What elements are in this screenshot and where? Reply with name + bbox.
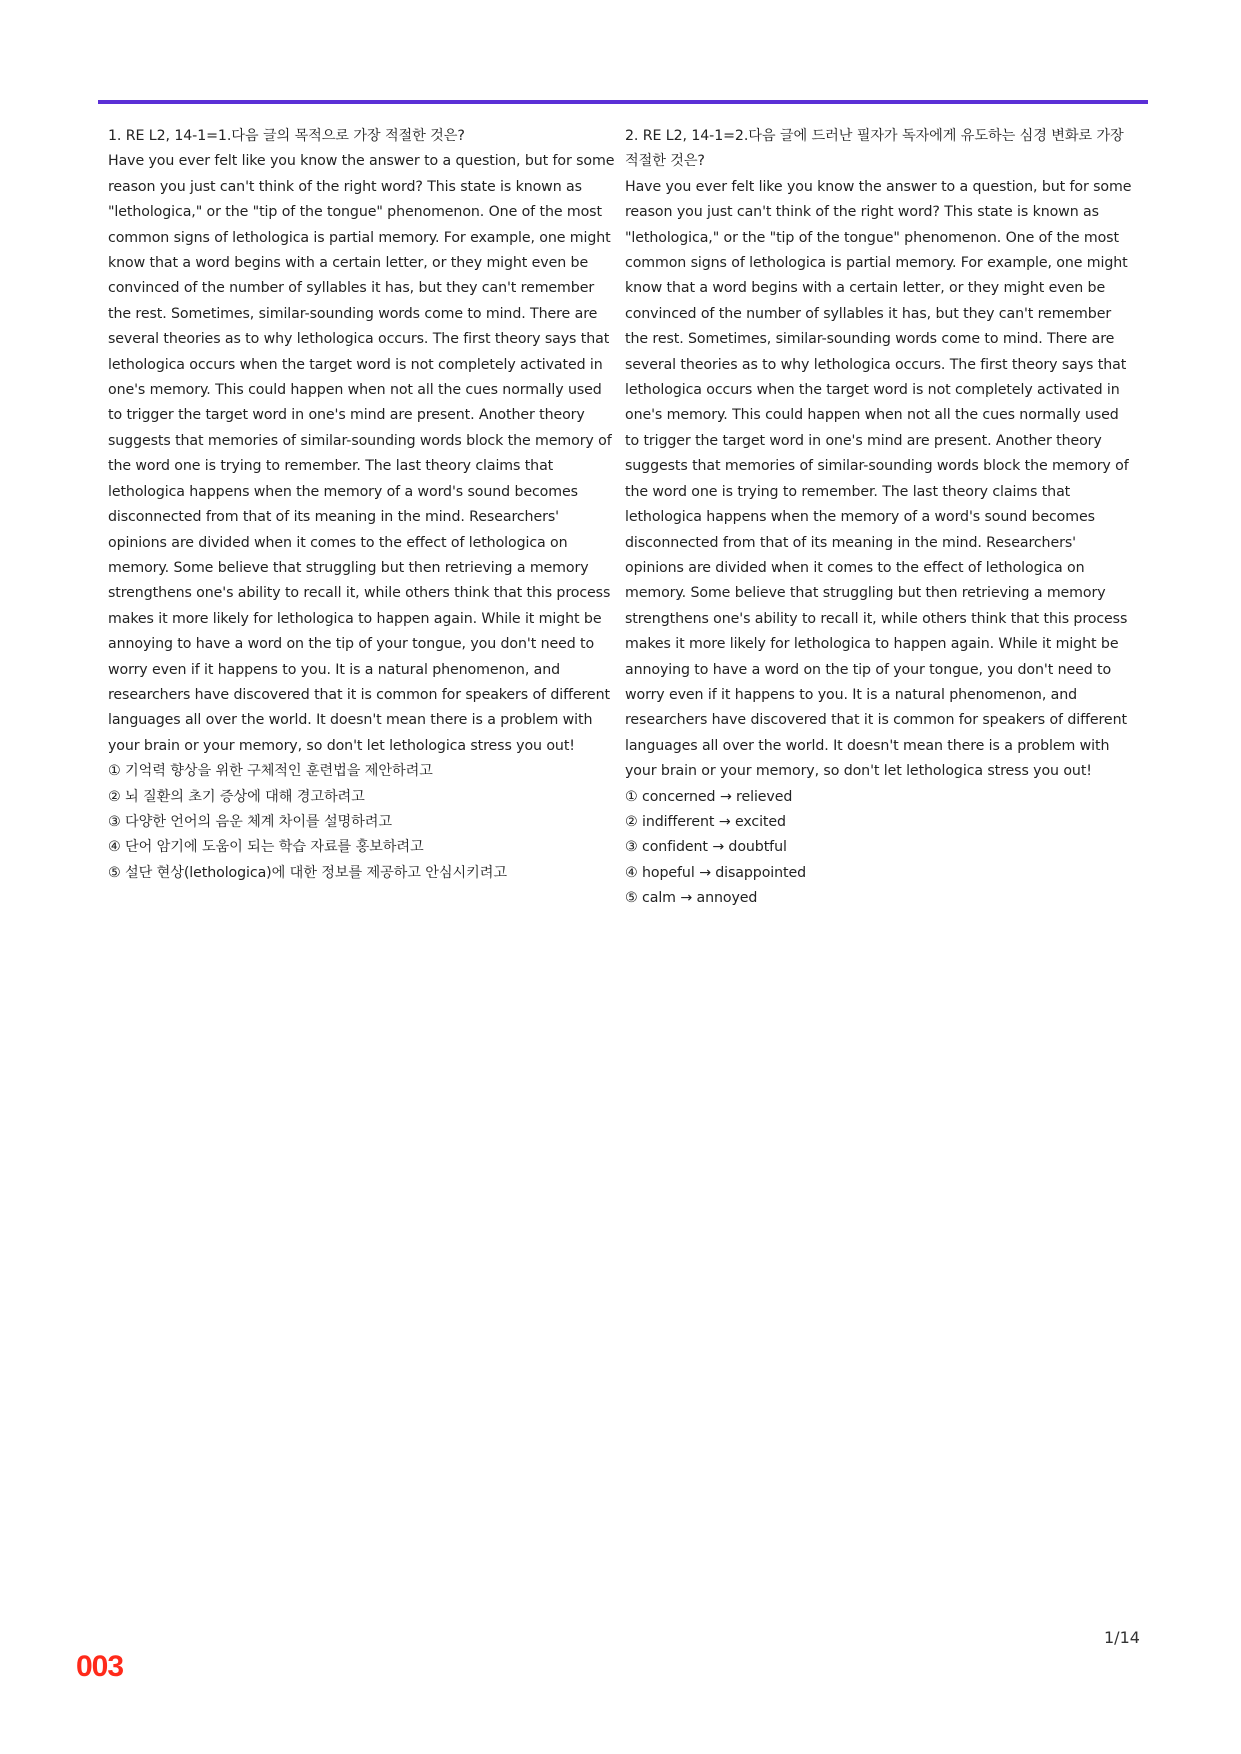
question-2-passage: Have you ever felt like you know the answer to a question, but for some reason you just can't think of the right word? This state is known as "lethologica," or the "tip of the tongue" phenomenon. One of the most common signs of lethologica is partial memory. For example, one might know that a word begins with a certain letter, or they might even be convinced of the number of syllables it has, but they can't remember the rest. Sometimes, similar-sounding words come to mind. There are several theories as to why lethologica occurs. The first theory says that lethologica occurs when the target word is not completely activated in one's memory. This could happen when not all the cues normally used to trigger the target word in one's mind are present. Another theory suggests that memories of similar-sounding words block the memory of the word one is trying to remember. The last theory claims that lethologica happens when the memory of a word's sound becomes disconnected from that of its meaning in the mind. Researchers' opinions are divided when it comes to the effect of lethologica on memory. Some believe that struggling but then retrieving a memory strengthens one's ability to recall it, while others think that this process makes it more likely for lethologica to happen again. While it might be annoying to have a word on the tip of your tongue, you don't need to worry even if it happens to you. It is a natural phenomenon, and researchers have discovered that it is common for speakers of different languages all over the world. It doesn't mean there is a problem with your brain or your memory, so don't let lethologica stress you out! — [625, 178, 1132, 780]
question-1-choice-3[interactable]: ③ 다양한 언어의 음운 체계 차이를 설명하려고 — [108, 813, 392, 830]
page-number: 1/14 — [1104, 1628, 1140, 1647]
question-1-choice-1[interactable]: ① 기억력 향상을 위한 구체적인 훈련법을 제안하려고 — [108, 763, 433, 780]
question-2 — [625, 124, 1135, 912]
question-2-heading: 2. RE L2, 14-1=2.다음 글에 드러난 필자가 독자에게 유도하는 심경 변화로 가장 적절한 것은? — [625, 128, 1124, 170]
question-1-choice-2[interactable]: ② 뇌 질환의 초기 증상에 대해 경고하려고 — [108, 788, 365, 805]
question-1-choice-5[interactable]: ⑤ 설단 현상(lethologica)에 대한 정보를 제공하고 안심시키려고 — [108, 864, 507, 881]
question-2-choice-1[interactable]: ① concerned → relieved — [625, 788, 793, 805]
question-2-choice-4[interactable]: ④ hopeful → disappointed — [625, 864, 807, 881]
document-code: 003 — [76, 1650, 124, 1683]
question-1-choice-4[interactable]: ④ 단어 암기에 도움이 되는 학습 자료를 홍보하려고 — [108, 839, 424, 856]
question-1 — [108, 124, 620, 886]
top-divider — [98, 100, 1148, 104]
question-1-passage: Have you ever felt like you know the answer to a question, but for some reason you just can't think of the right word? This state is known as "lethologica," or the "tip of the tongue" phenomenon. One of the most common signs of lethologica is partial memory. For example, one might know that a word begins with a certain letter, or they might even be convinced of the number of syllables it has, but they can't remember the rest. Sometimes, similar-sounding words come to mind. There are several theories as to why lethologica occurs. The first theory says that lethologica occurs when the target word is not completely activated in one's memory. This could happen when not all the cues normally used to trigger the target word in one's mind are present. Another theory suggests that memories of similar-sounding words block the memory of the word one is trying to remember. The last theory claims that lethologica happens when the memory of a word's sound becomes disconnected from that of its meaning in the mind. Researchers' opinions are divided when it comes to the effect of lethologica on memory. Some believe that struggling but then retrieving a memory strengthens one's ability to recall it, while others think that this process makes it more likely for lethologica to happen again. While it might be annoying to have a word on the tip of your tongue, you don't need to worry even if it happens to you. It is a natural phenomenon, and researchers have discovered that it is common for speakers of different languages all over the world. It doesn't mean there is a problem with your brain or your memory, so don't let lethologica stress you out! — [108, 153, 615, 754]
question-2-choice-2[interactable]: ② indifferent → excited — [625, 813, 786, 830]
question-1-heading: 1. RE L2, 14-1=1.다음 글의 목적으로 가장 적절한 것은? — [108, 128, 465, 144]
question-2-choice-5[interactable]: ⑤ calm → annoyed — [625, 890, 758, 907]
question-2-choice-3[interactable]: ③ confident → doubtful — [625, 839, 787, 856]
